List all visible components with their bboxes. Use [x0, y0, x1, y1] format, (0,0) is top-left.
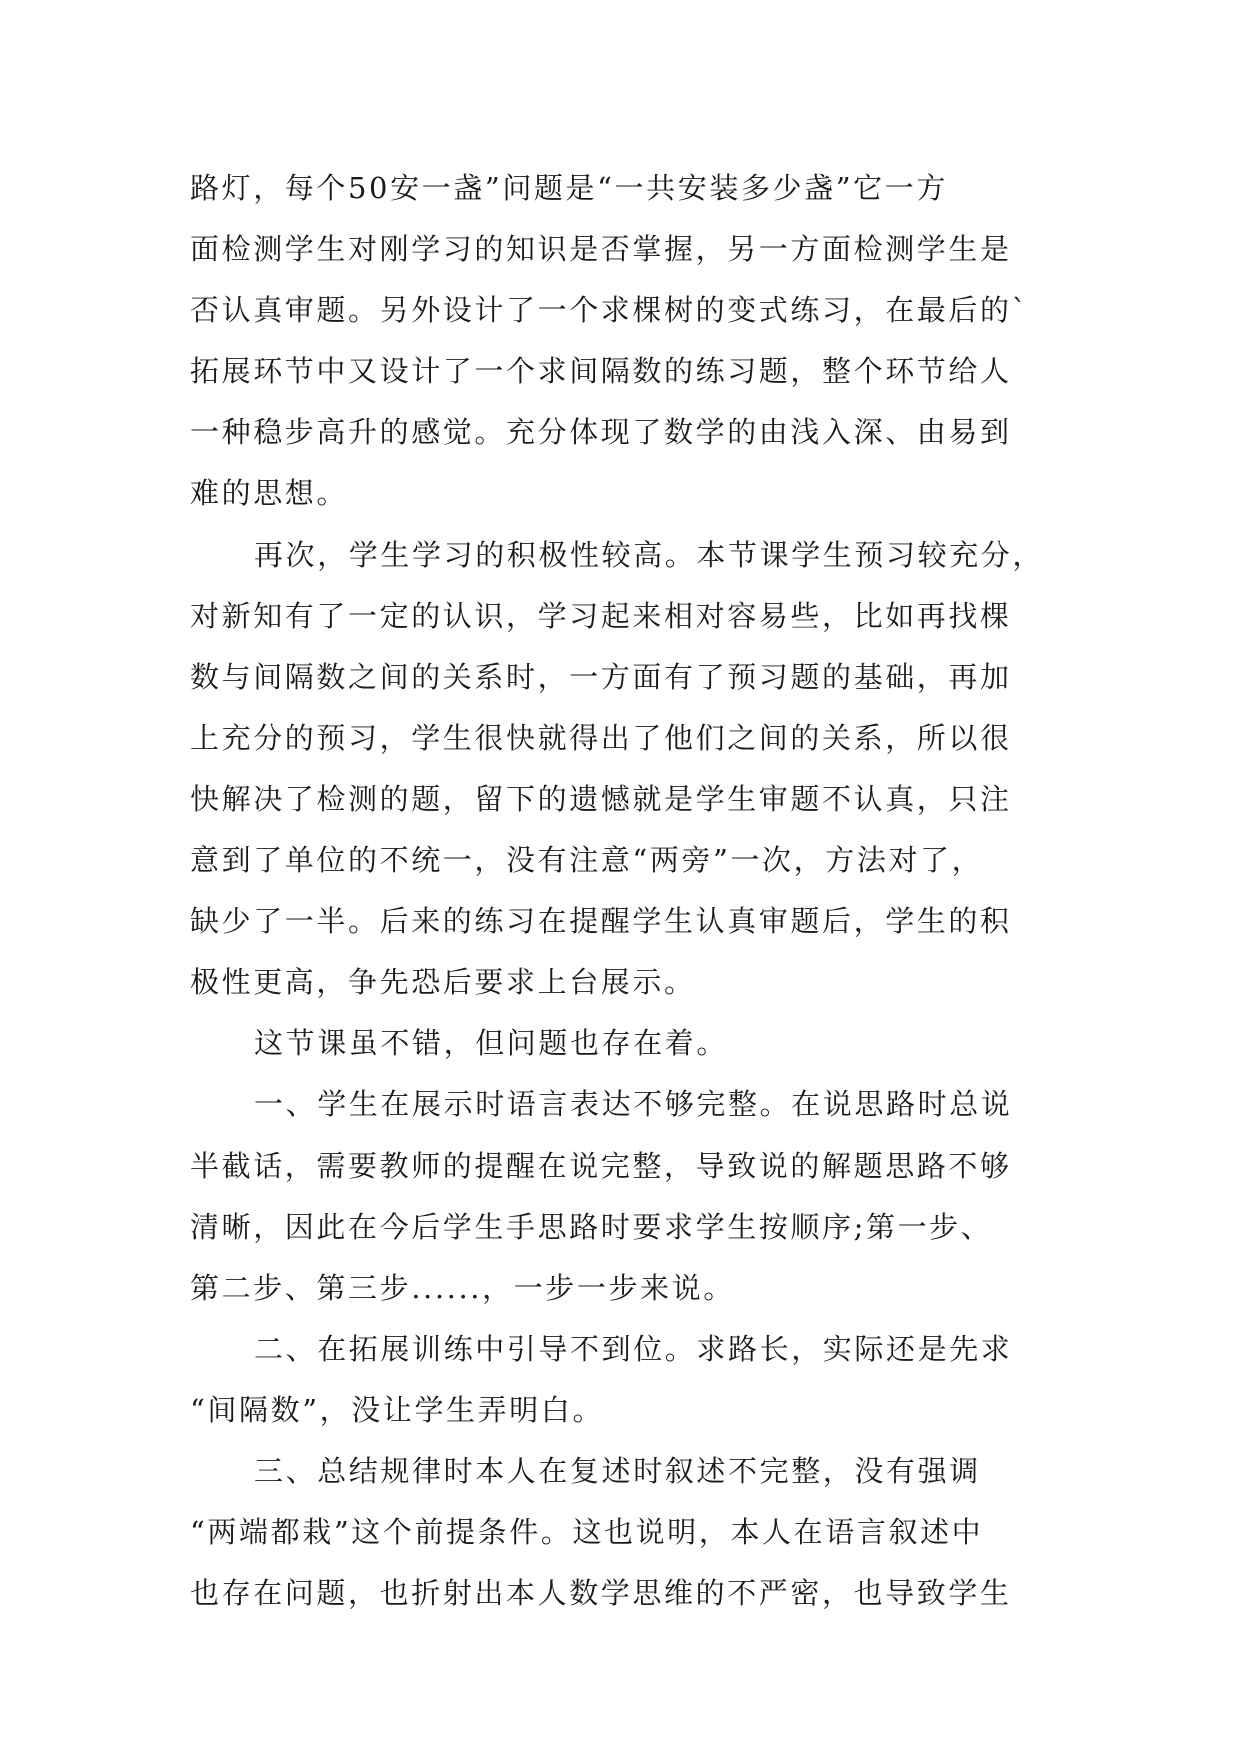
- text-line: 一种稳步高升的感觉。充分体现了数学的由浅入深、由易到: [190, 415, 1012, 450]
- text-line: 数与间隔数之间的关系时，一方面有了预习题的基础，再加: [190, 659, 1012, 694]
- text-line: 极性更高，争先恐后要求上台展示。: [190, 965, 696, 1000]
- paragraph-first-line: 这节课虽不错，但问题也存在着。: [254, 1026, 729, 1061]
- text-line: 半截话，需要教师的提醒在说完整，导致说的解题思路不够: [190, 1148, 1012, 1183]
- text-line: 也存在问题，也折射出本人数学思维的不严密，也导致学生: [190, 1576, 1012, 1611]
- text-line: 意到了单位的不统一，没有注意“两旁”一次，方法对了，: [190, 843, 984, 878]
- text-line: 面检测学生对刚学习的知识是否掌握，另一方面检测学生是: [190, 232, 1012, 267]
- document-body: [190, 158, 1050, 1624]
- text-line: 第二步、第三步......，一步一步来说。: [190, 1270, 735, 1305]
- text-line: 难的思想。: [190, 476, 349, 511]
- paragraph-first-line: 二、在拓展训练中引导不到位。求路长，实际还是先求: [254, 1331, 1013, 1366]
- text-line: 拓展环节中又设计了一个求间隔数的练习题，整个环节给人: [190, 354, 1012, 389]
- paragraph-first-line: 三、总结规律时本人在复述时叙述不完整，没有强调: [254, 1453, 981, 1488]
- text-line: “间隔数”，没让学生弄明白。: [190, 1392, 605, 1427]
- text-line: “两端都栽”这个前提条件。这也说明，本人在语言叙述中: [190, 1515, 984, 1550]
- text-line: 上充分的预习，学生很快就得出了他们之间的关系，所以很: [190, 720, 1012, 755]
- text-line: 路灯，每个50安一盏”问题是“一共安装多少盏”它一方: [190, 171, 948, 205]
- paragraph-first-line: 一、学生在展示时语言表达不够完整。在说思路时总说: [254, 1087, 1013, 1122]
- text-line: 对新知有了一定的认识，学习起来相对容易些，比如再找棵: [190, 598, 1012, 633]
- paragraph-first-line: 再次，学生学习的积极性较高。本节课学生预习较充分，: [254, 537, 1045, 572]
- text-line: 否认真审题。另外设计了一个求棵树的变式练习，在最后的`: [190, 293, 1029, 328]
- text-line: 快解决了检测的题，留下的遗憾就是学生审题不认真，只注: [190, 781, 1012, 816]
- text-line: 清晰，因此在今后学生手思路时要求学生按顺序;第一步、: [190, 1209, 993, 1244]
- text-line: 缺少了一半。后来的练习在提醒学生认真审题后，学生的积: [190, 904, 1012, 939]
